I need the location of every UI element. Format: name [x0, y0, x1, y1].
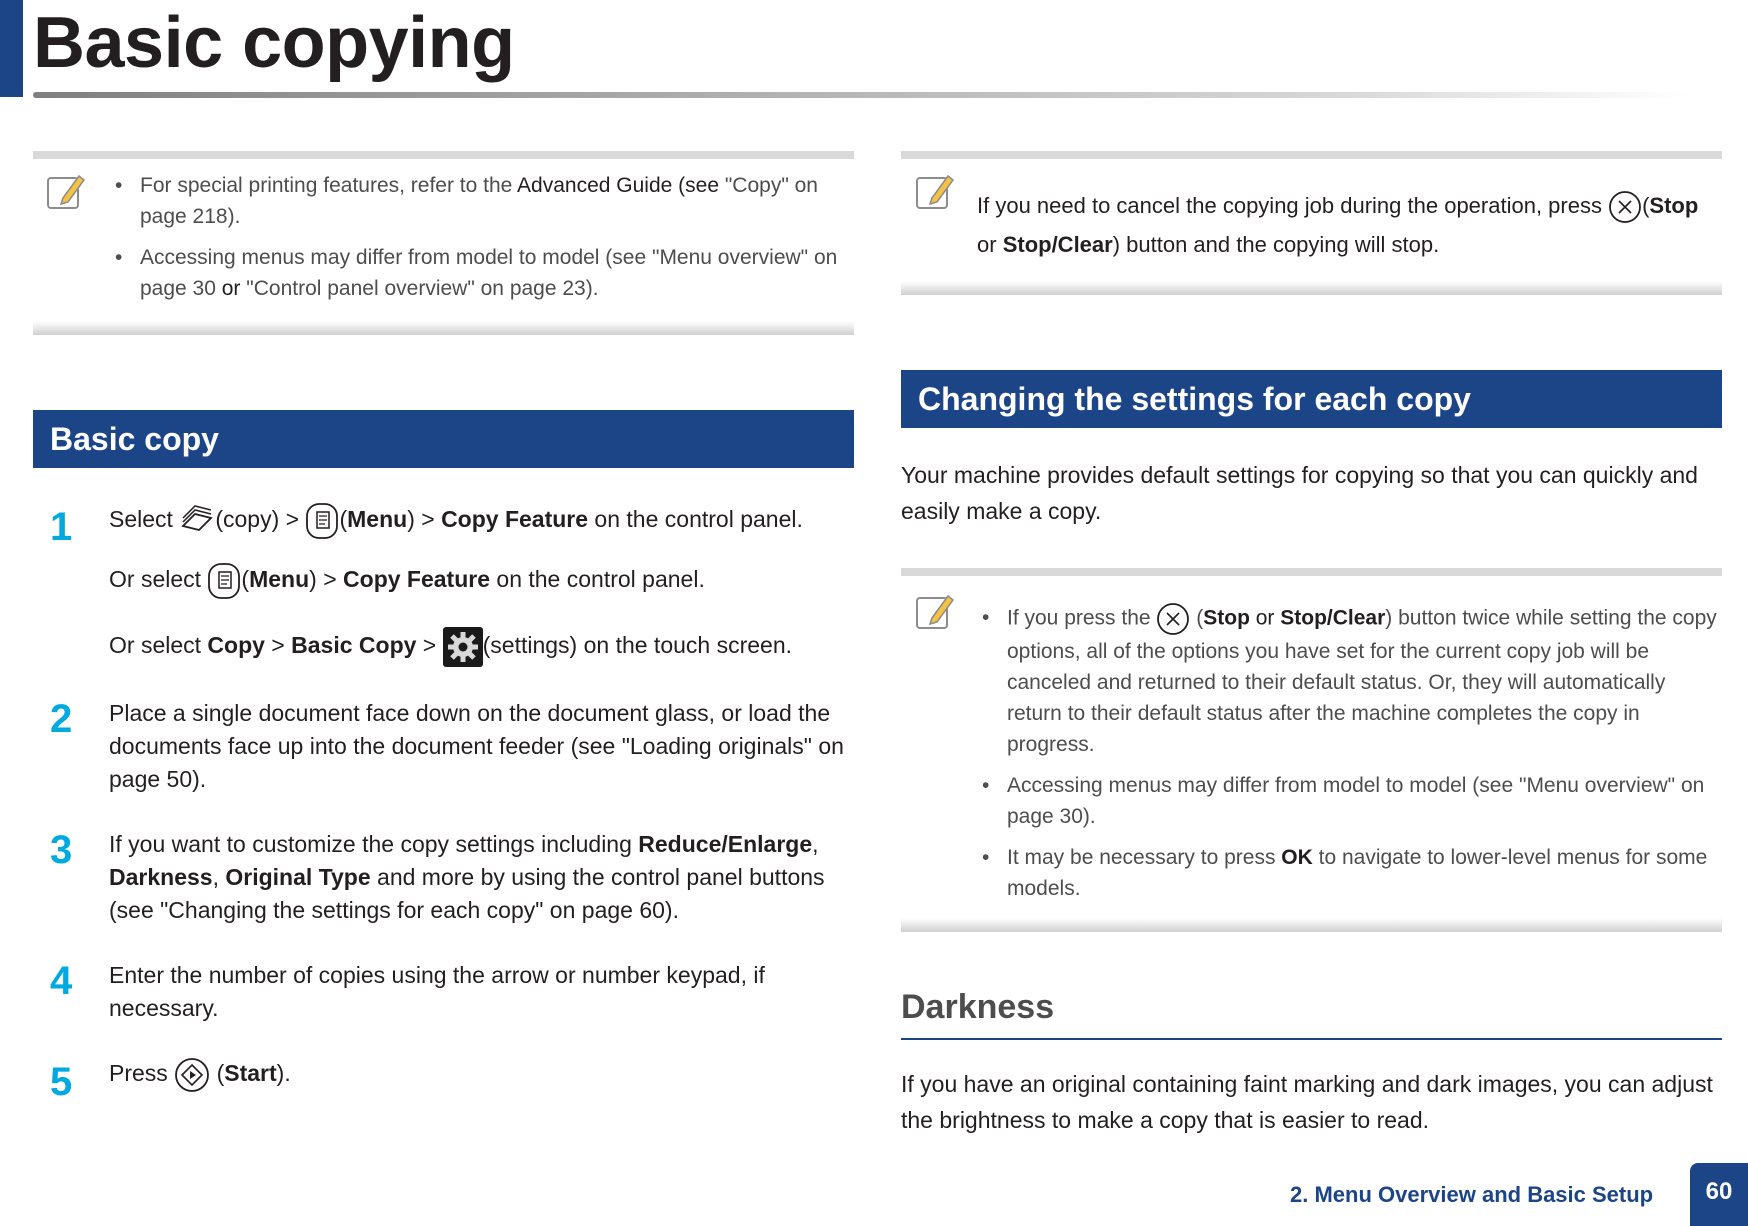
- page-number: 60: [1690, 1163, 1748, 1226]
- copy-icon: [179, 504, 215, 538]
- start-button-icon: [174, 1057, 210, 1093]
- section-heading-basic-copy: Basic copy: [33, 410, 854, 468]
- step-3-text: If you want to customize the copy settings including Reduce/Enlarge, Darkness, Original Type and more by using the control panel buttons (see "Changing the settings for each copy" on page 60).: [109, 831, 825, 923]
- changing-intro-text: Your machine provides default settings for copying so that you can quickly and easily make a copy.: [901, 462, 1698, 524]
- darkness-text: If you have an original containing faint marking and dark images, you can adjust the brightness to make a copy that is easier to read.: [901, 1071, 1713, 1133]
- note-pencil-icon: [914, 170, 956, 212]
- note-pencil-icon: [45, 170, 87, 212]
- note-3-bullet-2: • Accessing menus may differ from model to model (see "Menu overview" on page 30).: [977, 770, 1722, 832]
- step-number-4: 4: [50, 959, 73, 1003]
- step-number-3: 3: [50, 828, 73, 872]
- note-1-bullet-2: • Accessing menus may differ from model to model (see "Menu overview" on page 30 or "Control panel overview" on page 23).: [110, 242, 850, 304]
- menu-button-icon: [207, 562, 241, 600]
- section-heading-changing-settings: Changing the settings for each copy: [901, 370, 1722, 428]
- step-1-line-1: Select (copy) > (Menu) > Copy Feature on the control panel.: [109, 502, 854, 540]
- title-rule: [33, 92, 1688, 98]
- footer-section-title: 2. Menu Overview and Basic Setup: [1290, 1182, 1654, 1207]
- note-2-bottom-rule: [901, 281, 1722, 295]
- note-1-text: [110, 170, 850, 314]
- darkness-heading-rule: [901, 1038, 1722, 1040]
- step-1-line-3: Or select Copy > Basic Copy > (settings) on the touch screen.: [109, 627, 854, 667]
- title-accent-bar: [0, 0, 23, 97]
- note-1-bullet-1: • For special printing features, refer to the Advanced Guide (see "Copy" on page 218).: [110, 170, 850, 232]
- step-number-2: 2: [50, 697, 73, 741]
- note-3-bottom-rule: [901, 918, 1722, 932]
- note-3-bullet-3: • It may be necessary to press OK to navigate to lower-level menus for some models.: [977, 842, 1722, 904]
- step-number-1: 1: [50, 505, 73, 549]
- page-title: Basic copying: [33, 3, 515, 83]
- darkness-heading: Darkness: [901, 988, 1055, 1026]
- note-3-text: [977, 602, 1722, 914]
- menu-button-icon: [305, 502, 339, 540]
- stop-button-icon: [1156, 602, 1190, 636]
- step-5-text: Press (Start).: [109, 1057, 854, 1093]
- note-2-text: If you need to cancel the copying job during the operation, press (Stop or Stop/Clear) button and the copying will stop.: [977, 186, 1722, 264]
- settings-gear-icon: [443, 627, 483, 667]
- stop-button-icon: [1608, 190, 1642, 224]
- advanced-guide-link[interactable]: Advanced Guide (see: [517, 174, 719, 197]
- step-4-text: Enter the number of copies using the arrow or number keypad, if necessary.: [109, 962, 765, 1021]
- step-2-text: Place a single document face down on the document glass, or load the documents face up into the document feeder (see "Loading originals" on page 50).: [109, 700, 844, 792]
- step-1-line-2: Or select (Menu) > Copy Feature on the control panel.: [109, 562, 854, 600]
- step-number-5: 5: [50, 1060, 73, 1104]
- note-1-bottom-rule: [33, 321, 854, 335]
- note-3-bullet-1: • If you press the (Stop or Stop/Clear) button twice while setting the copy options, all of the options you have set for the current copy job will be canceled and returned to their default status. Or, they will automatically return to their default status after the machine completes the copy in progress.: [977, 602, 1722, 760]
- note-pencil-icon: [914, 590, 956, 632]
